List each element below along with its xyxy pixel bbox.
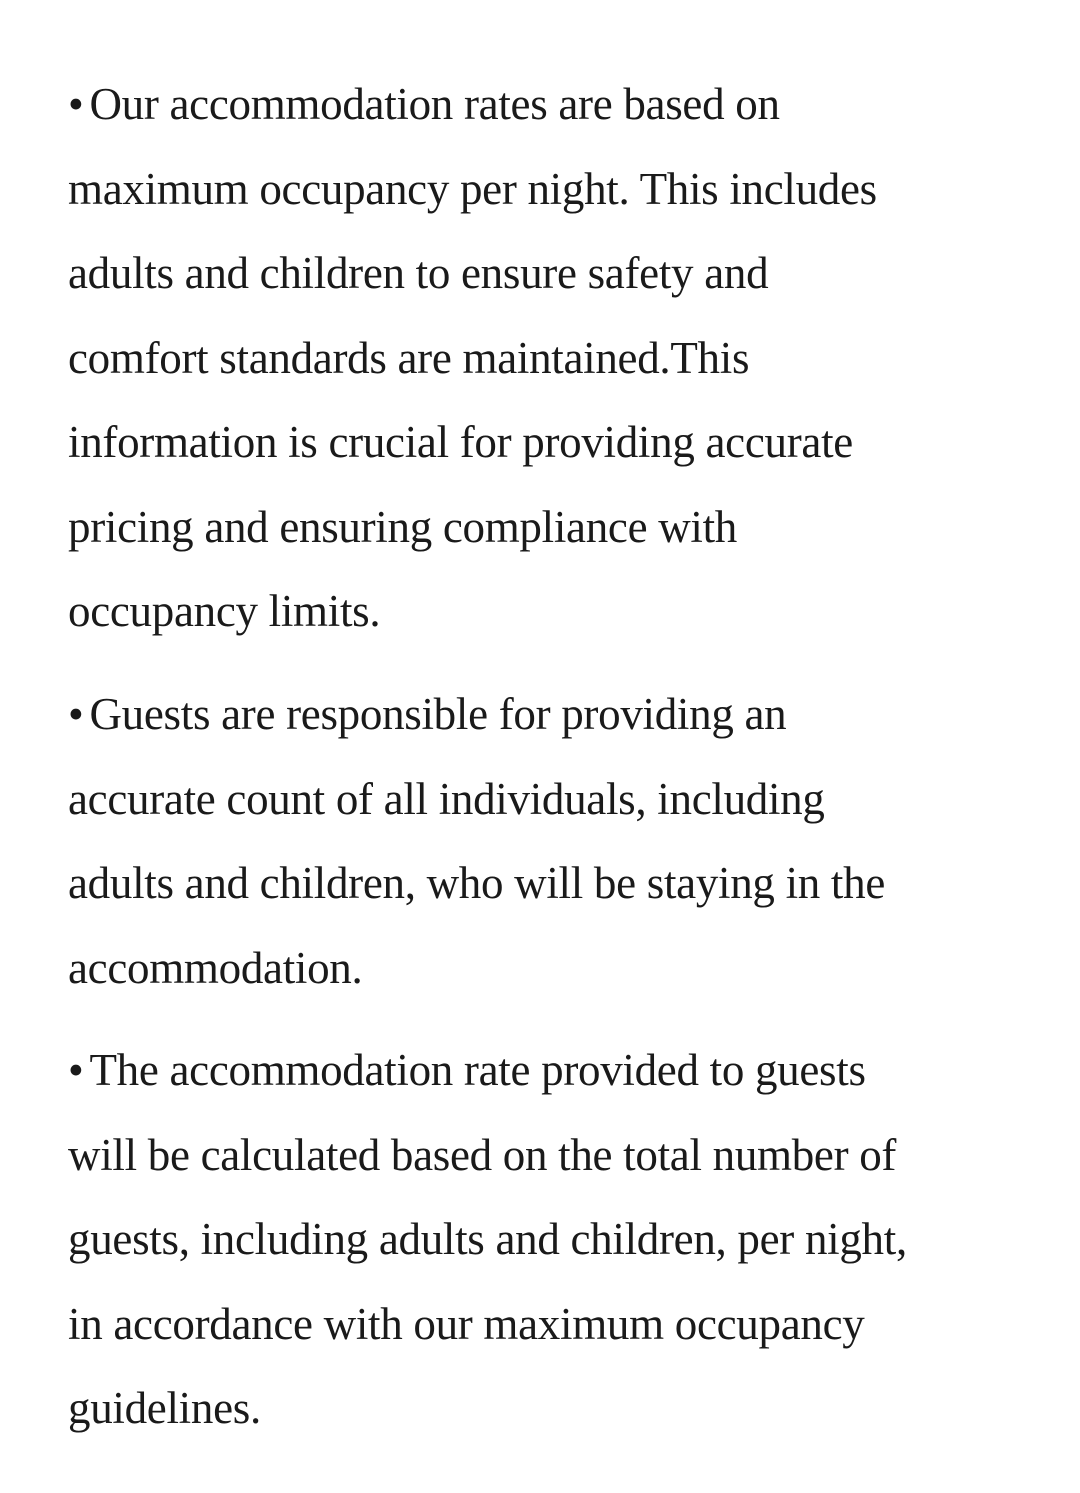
bullet-paragraph-guest-responsibility	[68, 672, 1018, 1010]
paragraph-line: will be calculated based on the total number of	[68, 1129, 897, 1180]
paragraph-line: adults and children to ensure safety and	[68, 248, 769, 298]
paragraph-line: guidelines.	[68, 1383, 261, 1433]
paragraph-text: Guests are responsible for providing an	[89, 689, 787, 739]
paragraph-line: guests, including adults and children, per night,	[68, 1214, 907, 1264]
bullet-icon: •	[68, 79, 84, 129]
paragraph-line	[68, 62, 1018, 147]
paragraph-line	[68, 672, 1018, 757]
bullet-icon: •	[68, 689, 84, 739]
paragraph-line: comfort standards are maintained.This	[68, 332, 750, 383]
paragraph-line: occupancy limits.	[68, 586, 381, 636]
bullet-paragraph-rate-calculation	[68, 1028, 1018, 1451]
paragraph-line: information is crucial for providing accurate	[68, 417, 853, 467]
paragraph-line: accurate count of all individuals, including	[68, 773, 825, 824]
paragraph-line: adults and children, who will be staying in the	[68, 858, 885, 908]
paragraph-line: pricing and ensuring compliance with	[68, 501, 738, 552]
paragraph-text: The accommodation rate provided to guests	[89, 1045, 866, 1095]
bullet-icon: •	[68, 1045, 84, 1095]
bullet-paragraph-occupancy-rates	[68, 62, 1018, 654]
paragraph-line: maximum occupancy per night. This includes	[68, 163, 877, 214]
paragraph-text: Our accommodation rates are based on	[89, 79, 780, 129]
paragraph-line: accommodation.	[68, 942, 363, 993]
paragraph-line	[68, 1028, 1018, 1113]
paragraph-line: in accordance with our maximum occupancy	[68, 1298, 865, 1349]
